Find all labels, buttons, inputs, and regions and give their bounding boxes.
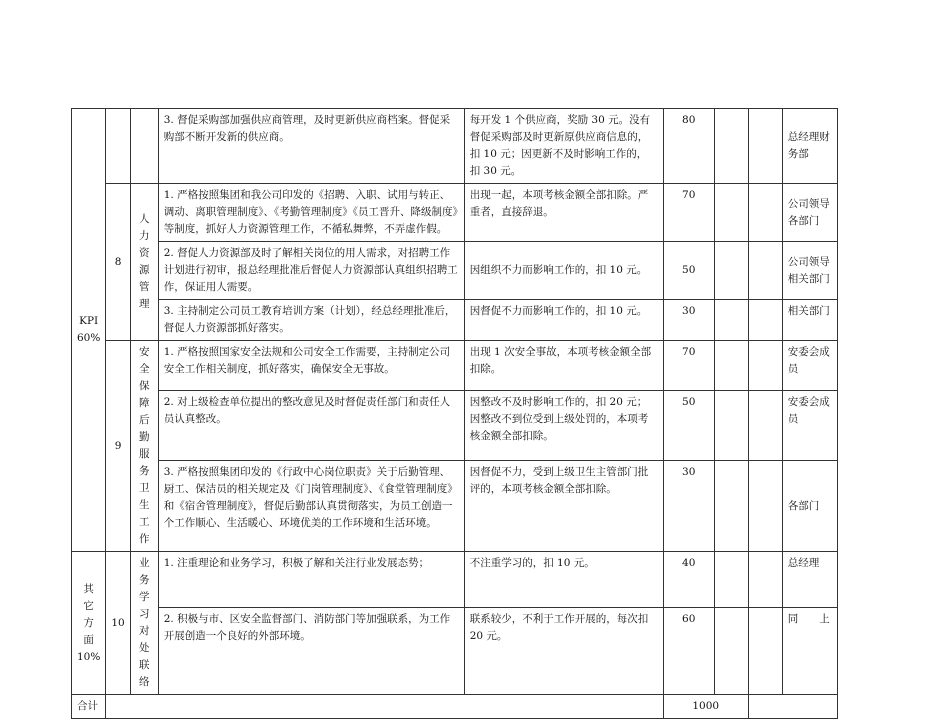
criteria-cell: 因整改不及时影响工作的，扣 20 元；因整改不到位受到上级处罚的，本项考核金额全部扣除。 <box>464 390 663 460</box>
category-other-cell <box>72 552 106 695</box>
category-label: KPI <box>79 315 99 327</box>
score-cell: 60 <box>663 608 714 695</box>
blank-cell <box>714 184 748 242</box>
score-cell: 50 <box>663 390 714 460</box>
criteria-cell: 每开发 1 个供应商，奖励 30 元。没有督促采购部及时更新原供应商信息的，扣 10 元；因更新不及时影响工作的，扣 30 元。 <box>464 109 663 184</box>
criteria-cell: 因组织不力而影响工作的，扣 10 元。 <box>464 242 663 300</box>
kpi-assessment-table <box>71 108 838 719</box>
total-value: 1000 <box>663 695 748 719</box>
blank-cell <box>714 390 748 460</box>
criteria-cell: 因督促不力，受到上级卫生主管部门批评的，本项考核金额全部扣除。 <box>464 461 663 552</box>
score-cell: 50 <box>663 242 714 300</box>
owner-cell: 公司领导各部门 <box>782 184 837 242</box>
criteria-cell: 联系较少，不利于工作开展的，每次扣 20 元。 <box>464 608 663 695</box>
table-row <box>72 341 838 391</box>
criteria-cell: 出现一起，本项考核金额全部扣除。严重者，直接辞退。 <box>464 184 663 242</box>
blank-cell <box>748 300 782 341</box>
blank-cell <box>714 300 748 341</box>
blank-cell <box>748 390 782 460</box>
total-row <box>72 695 838 719</box>
category-percent: 60% <box>77 332 101 344</box>
blank-cell <box>748 341 782 391</box>
table-row <box>72 300 838 341</box>
owner-cell: 安委会成员 <box>782 390 837 460</box>
owner-cell: 总经理 <box>782 552 837 608</box>
score-cell: 40 <box>663 552 714 608</box>
content-cell: 2. 对上级检查单位提出的整改意见及时督促责任部门和责任人员认真整改。 <box>158 390 464 460</box>
content-cell: 2. 积极与市、区安全监督部门、消防部门等加强联系，为工作开展创造一个良好的外部环境。 <box>158 608 464 695</box>
content-cell: 3. 督促采购部加强供应商管理，及时更新供应商档案。督促采购部不断开发新的供应商。 <box>158 109 464 184</box>
table-row <box>72 242 838 300</box>
blank-cell <box>748 461 782 552</box>
category-percent: 10% <box>77 650 101 663</box>
blank-cell <box>714 109 748 184</box>
owner-cell: 公司领导相关部门 <box>782 242 837 300</box>
score-cell: 70 <box>663 184 714 242</box>
blank-cell <box>714 552 748 608</box>
content-cell: 2. 督促人力资源部及时了解相关岗位的用人需求，对招聘工作计划进行初审，报总经理批准后督促人力资源部认真组织招聘工作，保证用人需要。 <box>158 242 464 300</box>
blank-cell <box>748 695 837 719</box>
blank-cell <box>748 608 782 695</box>
no-cell: 10 <box>106 552 130 695</box>
criteria-cell: 因督促不力而影响工作的，扣 10 元。 <box>464 300 663 341</box>
score-cell: 70 <box>663 341 714 391</box>
content-cell: 3. 主持制定公司员工教育培训方案（计划），经总经理批准后，督促人力资源部抓好落实。 <box>158 300 464 341</box>
owner-cell: 相关部门 <box>782 300 837 341</box>
table-row <box>72 552 838 608</box>
content-cell: 1. 严格按照集团和我公司印发的《招聘、入职、试用与转正、调动、离职管理制度》、《考勤管理制度》《员工晋升、降级制度》等制度，抓好人力资源管理工作，不循私舞弊，不弄虚作假。 <box>158 184 464 242</box>
blank-cell <box>748 109 782 184</box>
blank-cell <box>714 461 748 552</box>
total-label: 合计 <box>72 695 106 719</box>
no-cell <box>106 109 130 184</box>
owner-cell: 安委会成员 <box>782 341 837 391</box>
item-cell <box>130 109 158 184</box>
content-cell: 3. 严格按照集团印发的《行政中心岗位职责》关于后勤管理、厨工、保洁员的相关规定及《门岗管理制度》、《食堂管理制度》和《宿舍管理制度》，督促后勤部认真贯彻落实，为员工创造一个工作顺心、生活暖心、环境优美的工作环境和生活环境。 <box>158 461 464 552</box>
item-cell: 人力资源管理 <box>130 184 158 341</box>
table-row <box>72 109 838 184</box>
criteria-cell: 出现 1 次安全事故，本项考核金额全部扣除。 <box>464 341 663 391</box>
blank-cell <box>714 242 748 300</box>
owner-cell: 总经理财务部 <box>782 109 837 184</box>
no-cell: 8 <box>106 184 130 341</box>
blank-cell <box>748 242 782 300</box>
owner-cell: 同 上 <box>782 608 837 695</box>
criteria-cell: 不注重学习的，扣 10 元。 <box>464 552 663 608</box>
category-kpi-cell <box>72 109 106 552</box>
blank-cell <box>106 695 663 719</box>
score-cell: 30 <box>663 300 714 341</box>
score-cell: 30 <box>663 461 714 552</box>
blank-cell <box>748 552 782 608</box>
category-label: 其 它 方 面 <box>83 582 94 646</box>
blank-cell <box>714 608 748 695</box>
item-cell: 业务学习对处联络 <box>130 552 158 695</box>
blank-cell <box>748 184 782 242</box>
content-cell: 1. 严格按照国家安全法规和公司安全工作需要，主持制定公司安全工作相关制度，抓好落实，确保安全无事故。 <box>158 341 464 391</box>
score-cell: 80 <box>663 109 714 184</box>
item-cell: 安全保障后勤服务卫生工作 <box>130 341 158 552</box>
no-cell: 9 <box>106 341 130 552</box>
table-row <box>72 461 838 552</box>
table-row <box>72 608 838 695</box>
table-row <box>72 184 838 242</box>
content-cell: 1. 注重理论和业务学习，积极了解和关注行业发展态势； <box>158 552 464 608</box>
blank-cell <box>714 341 748 391</box>
table-row <box>72 390 838 460</box>
owner-cell: 各部门 <box>782 461 837 552</box>
